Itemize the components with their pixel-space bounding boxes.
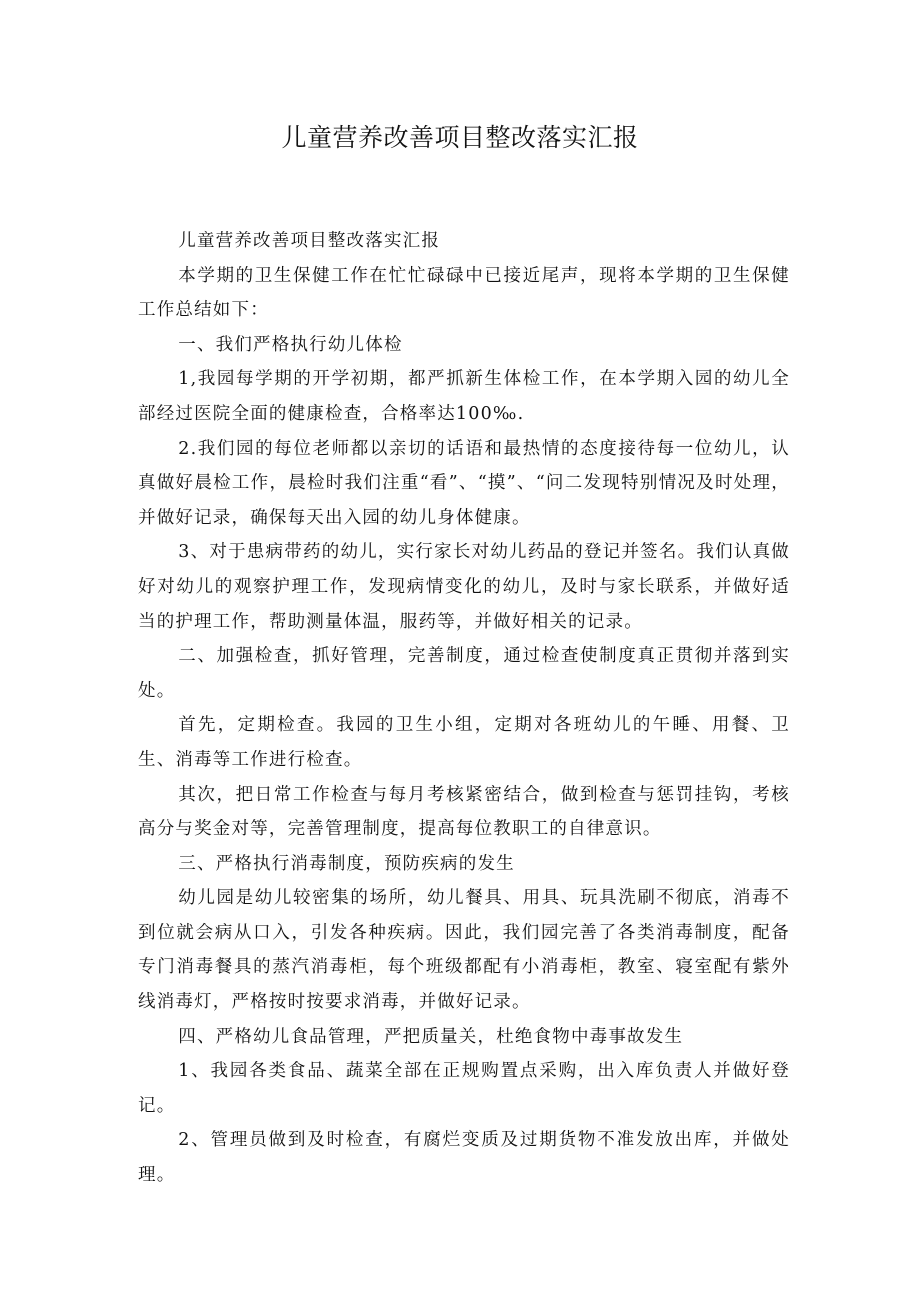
document-body: [138, 224, 790, 1193]
paragraph-1-3: 3、对于患病带药的幼儿，实行家长对幼儿药品的登记并签名。我们认真做好对幼儿的观察护理工作，发现病情变化的幼儿，及时与家长联系，并做好适当的护理工作，帮助测量体温，服药等，并做好相关的记录。: [138, 542, 790, 632]
paragraph-1-1: 1,我园每学期的开学初期，都严抓新生体检工作，在本学期入园的幼儿全部经过医院全面的健康检查，合格率达100‰.: [138, 369, 790, 424]
paragraph-4-1: 1、我园各类食品、蔬菜全部在正规购置点采购，出入库负责人并做好登记。: [138, 1061, 790, 1116]
section-heading-3: 三、严格执行消毒制度，预防疾病的发生: [178, 853, 515, 874]
paragraph-4-2: 2、管理员做到及时检查，有腐烂变质及过期货物不准发放出库，并做处理。: [138, 1130, 790, 1186]
document-title: 儿童营养改善项目整改落实汇报: [281, 123, 639, 152]
section-heading-2: 二、加强检查，抓好管理，完善制度，通过检查使制度真正贯彻并落到实处。: [138, 646, 790, 701]
section-heading-1: 一、我们严格执行幼儿体检: [178, 334, 403, 355]
section-heading-4: 四、严格幼儿食品管理，严把质量关，杜绝食物中毒事故发生: [178, 1026, 684, 1047]
paragraph-3-1: 幼儿园是幼儿较密集的场所，幼儿餐具、用具、玩具洗刷不彻底，消毒不到位就会病从口入，引发各种疾病。因此，我们园完善了各类消毒制度，配备专门消毒餐具的蒸汽消毒柜，每个班级都配有小消毒柜，教室、寝室配有紫外线消毒灯，严格按时按要求消毒，并做好记录。: [138, 888, 790, 1013]
paragraph-intro: 本学期的卫生保健工作在忙忙碌碌中已接近尾声，现将本学期的卫生保健工作总结如下：: [138, 265, 790, 321]
paragraph-1-2: 2.我们园的每位老师都以亲切的话语和最热情的态度接待每一位幼儿，认真做好晨检工作，晨检时我们注重“看”、“摸”、“问二发现特别情况及时处理，并做好记录，确保每天出入园的幼儿身体健康。: [138, 438, 790, 528]
paragraph-2-1: 首先，定期检查。我园的卫生小组，定期对各班幼儿的午睡、用餐、卫生、消毒等工作进行检查。: [138, 715, 790, 770]
paragraph-subtitle: 儿童营养改善项目整改落实汇报: [178, 231, 441, 251]
paragraph-2-2: 其次，把日常工作检查与每月考核紧密结合，做到检查与惩罚挂钩，考核高分与奖金对等，完善管理制度，提高每位教职工的自律意识。: [138, 784, 790, 840]
